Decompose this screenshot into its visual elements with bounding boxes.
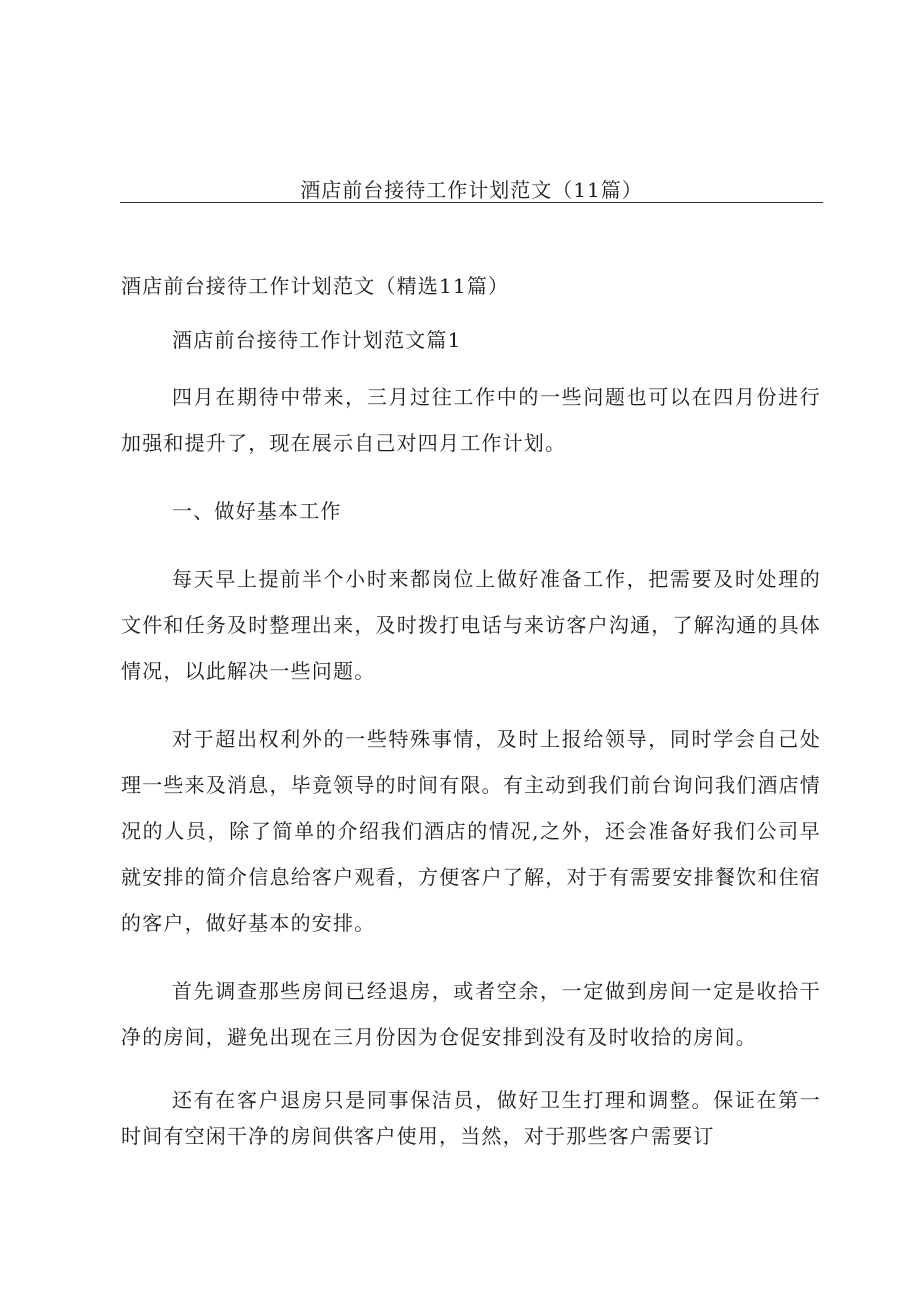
document-title: 酒店前台接待工作计划范文（精选11篇）	[121, 274, 510, 298]
subheading-basic-work: 一、做好基本工作	[172, 499, 342, 523]
document-body	[121, 268, 821, 1176]
paragraph-3: 对于超出权利外的一些特殊事情，及时上报给领导，同时学会自己处理一些来及消息，毕竟领导的时间有限。有主动到我们前台询问我们酒店情况的人员，除了简单的介绍我们酒店的情况,之外，还会准备好我们公司早就安排的简介信息给客户观看，方便客户了解，对于有需要安排餐饮和住宿的客户，做好基本的安排。	[121, 727, 821, 935]
section-title: 酒店前台接待工作计划范文篇1	[172, 328, 462, 352]
paragraph-5: 还有在客户退房只是同事保洁员，做好卫生打理和调整。保证在第一时间有空闲干净的房间供客户使用，当然，对于那些客户需要订	[121, 1088, 821, 1148]
paragraph-4: 首先调查那些房间已经退房，或者空余，一定做到房间一定是收拾干净的房间，避免出现在三月份因为仓促安排到没有及时收拾的房间。	[121, 979, 821, 1049]
header-title: 酒店前台接待工作计划范文（11篇）	[300, 178, 643, 202]
paragraph-2: 每天早上提前半个小时来都岗位上做好准备工作，把需要及时处理的文件和任务及时整理出来，及时拨打电话与来访客户沟通，了解沟通的具体情况，以此解决一些问题。	[121, 567, 821, 683]
paragraph-1: 四月在期待中带来，三月过往工作中的一些问题也可以在四月份进行加强和提升了，现在展示自己对四月工作计划。	[121, 385, 821, 455]
page-header	[120, 172, 823, 203]
